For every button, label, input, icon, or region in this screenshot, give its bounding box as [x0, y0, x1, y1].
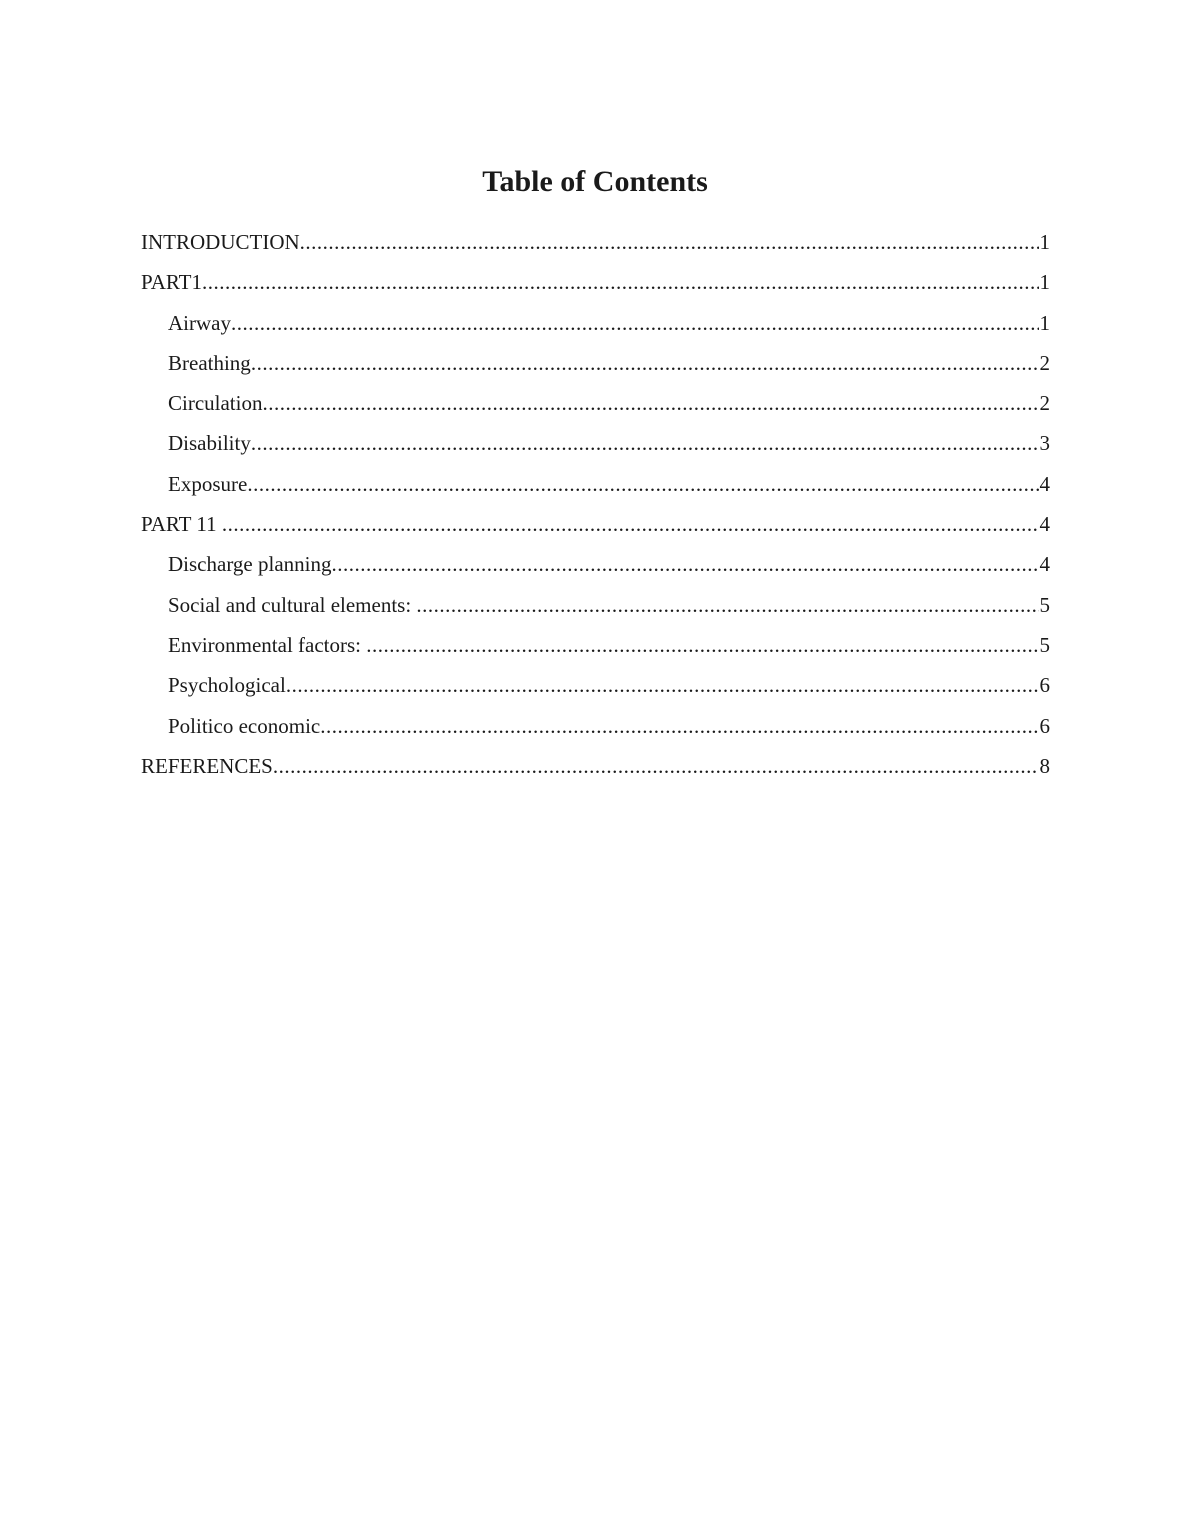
toc-dot-leader — [366, 625, 1038, 665]
toc-dot-leader — [332, 544, 1039, 584]
toc-entry-label: Airway — [168, 310, 231, 335]
toc-list — [141, 222, 1050, 786]
toc-entry-label: Environmental factors: — [168, 632, 367, 657]
toc-dot-leader — [247, 464, 1038, 504]
toc-dot-leader — [262, 383, 1038, 423]
toc-entry-breathing[interactable] — [141, 343, 1050, 383]
toc-page-number: 5 — [1039, 632, 1050, 657]
toc-dot-leader — [416, 585, 1038, 625]
toc-entry-part1[interactable] — [141, 262, 1050, 302]
toc-dot-leader — [251, 343, 1039, 383]
toc-entry-circulation[interactable] — [141, 383, 1050, 423]
toc-dot-leader — [320, 706, 1038, 746]
toc-entry-label: Circulation — [168, 391, 263, 416]
toc-dot-leader — [286, 665, 1039, 705]
toc-entry-label: Social and cultural elements: — [168, 592, 417, 617]
toc-page-number: 6 — [1039, 713, 1050, 738]
toc-page-number: 1 — [1039, 230, 1050, 254]
toc-page-number: 5 — [1039, 592, 1050, 617]
toc-entry-label: INTRODUCTION — [141, 230, 300, 254]
toc-entry-politico-economic[interactable] — [141, 706, 1050, 746]
toc-entry-label: Psychological — [168, 673, 286, 698]
toc-entry-label: PART 11 — [141, 512, 222, 537]
toc-page-number: 3 — [1039, 431, 1050, 456]
toc-title: Table of Contents — [482, 165, 708, 198]
toc-dot-leader — [231, 303, 1039, 343]
toc-page-number: 2 — [1039, 391, 1050, 416]
toc-entry-environmental[interactable] — [141, 625, 1050, 665]
toc-page-number: 8 — [1039, 753, 1050, 778]
toc-page-number: 1 — [1039, 310, 1050, 335]
toc-entry-discharge-planning[interactable] — [141, 544, 1050, 584]
toc-page-number: 4 — [1039, 552, 1050, 577]
toc-page-number: 6 — [1039, 673, 1050, 698]
toc-page-number: 1 — [1039, 270, 1050, 295]
toc-entry-airway[interactable] — [141, 303, 1050, 343]
toc-entry-references[interactable] — [141, 746, 1050, 786]
toc-entry-label: PART1 — [141, 270, 202, 295]
toc-dot-leader — [300, 222, 1039, 262]
toc-entry-psychological[interactable] — [141, 665, 1050, 705]
toc-entry-social-cultural[interactable] — [141, 585, 1050, 625]
toc-entry-label: Politico economic — [168, 713, 321, 738]
toc-entry-part-11[interactable] — [141, 504, 1050, 544]
toc-entry-label: Breathing — [168, 350, 251, 375]
toc-entry-label: Discharge planning — [168, 552, 332, 577]
toc-dot-leader — [251, 423, 1039, 463]
toc-entry-label: Exposure — [168, 471, 248, 496]
toc-entry-exposure[interactable] — [141, 464, 1050, 504]
toc-entry-disability[interactable] — [141, 423, 1050, 463]
toc-dot-leader — [273, 746, 1039, 786]
toc-dot-leader — [202, 262, 1039, 302]
toc-entry-label: Disability — [168, 431, 251, 456]
toc-page-number: 2 — [1039, 350, 1050, 375]
toc-entry-label: REFERENCES — [141, 753, 273, 778]
toc-entry-introduction[interactable] — [141, 222, 1050, 262]
toc-page-number: 4 — [1039, 471, 1050, 496]
toc-dot-leader — [222, 504, 1039, 544]
toc-page-number: 4 — [1039, 512, 1050, 537]
